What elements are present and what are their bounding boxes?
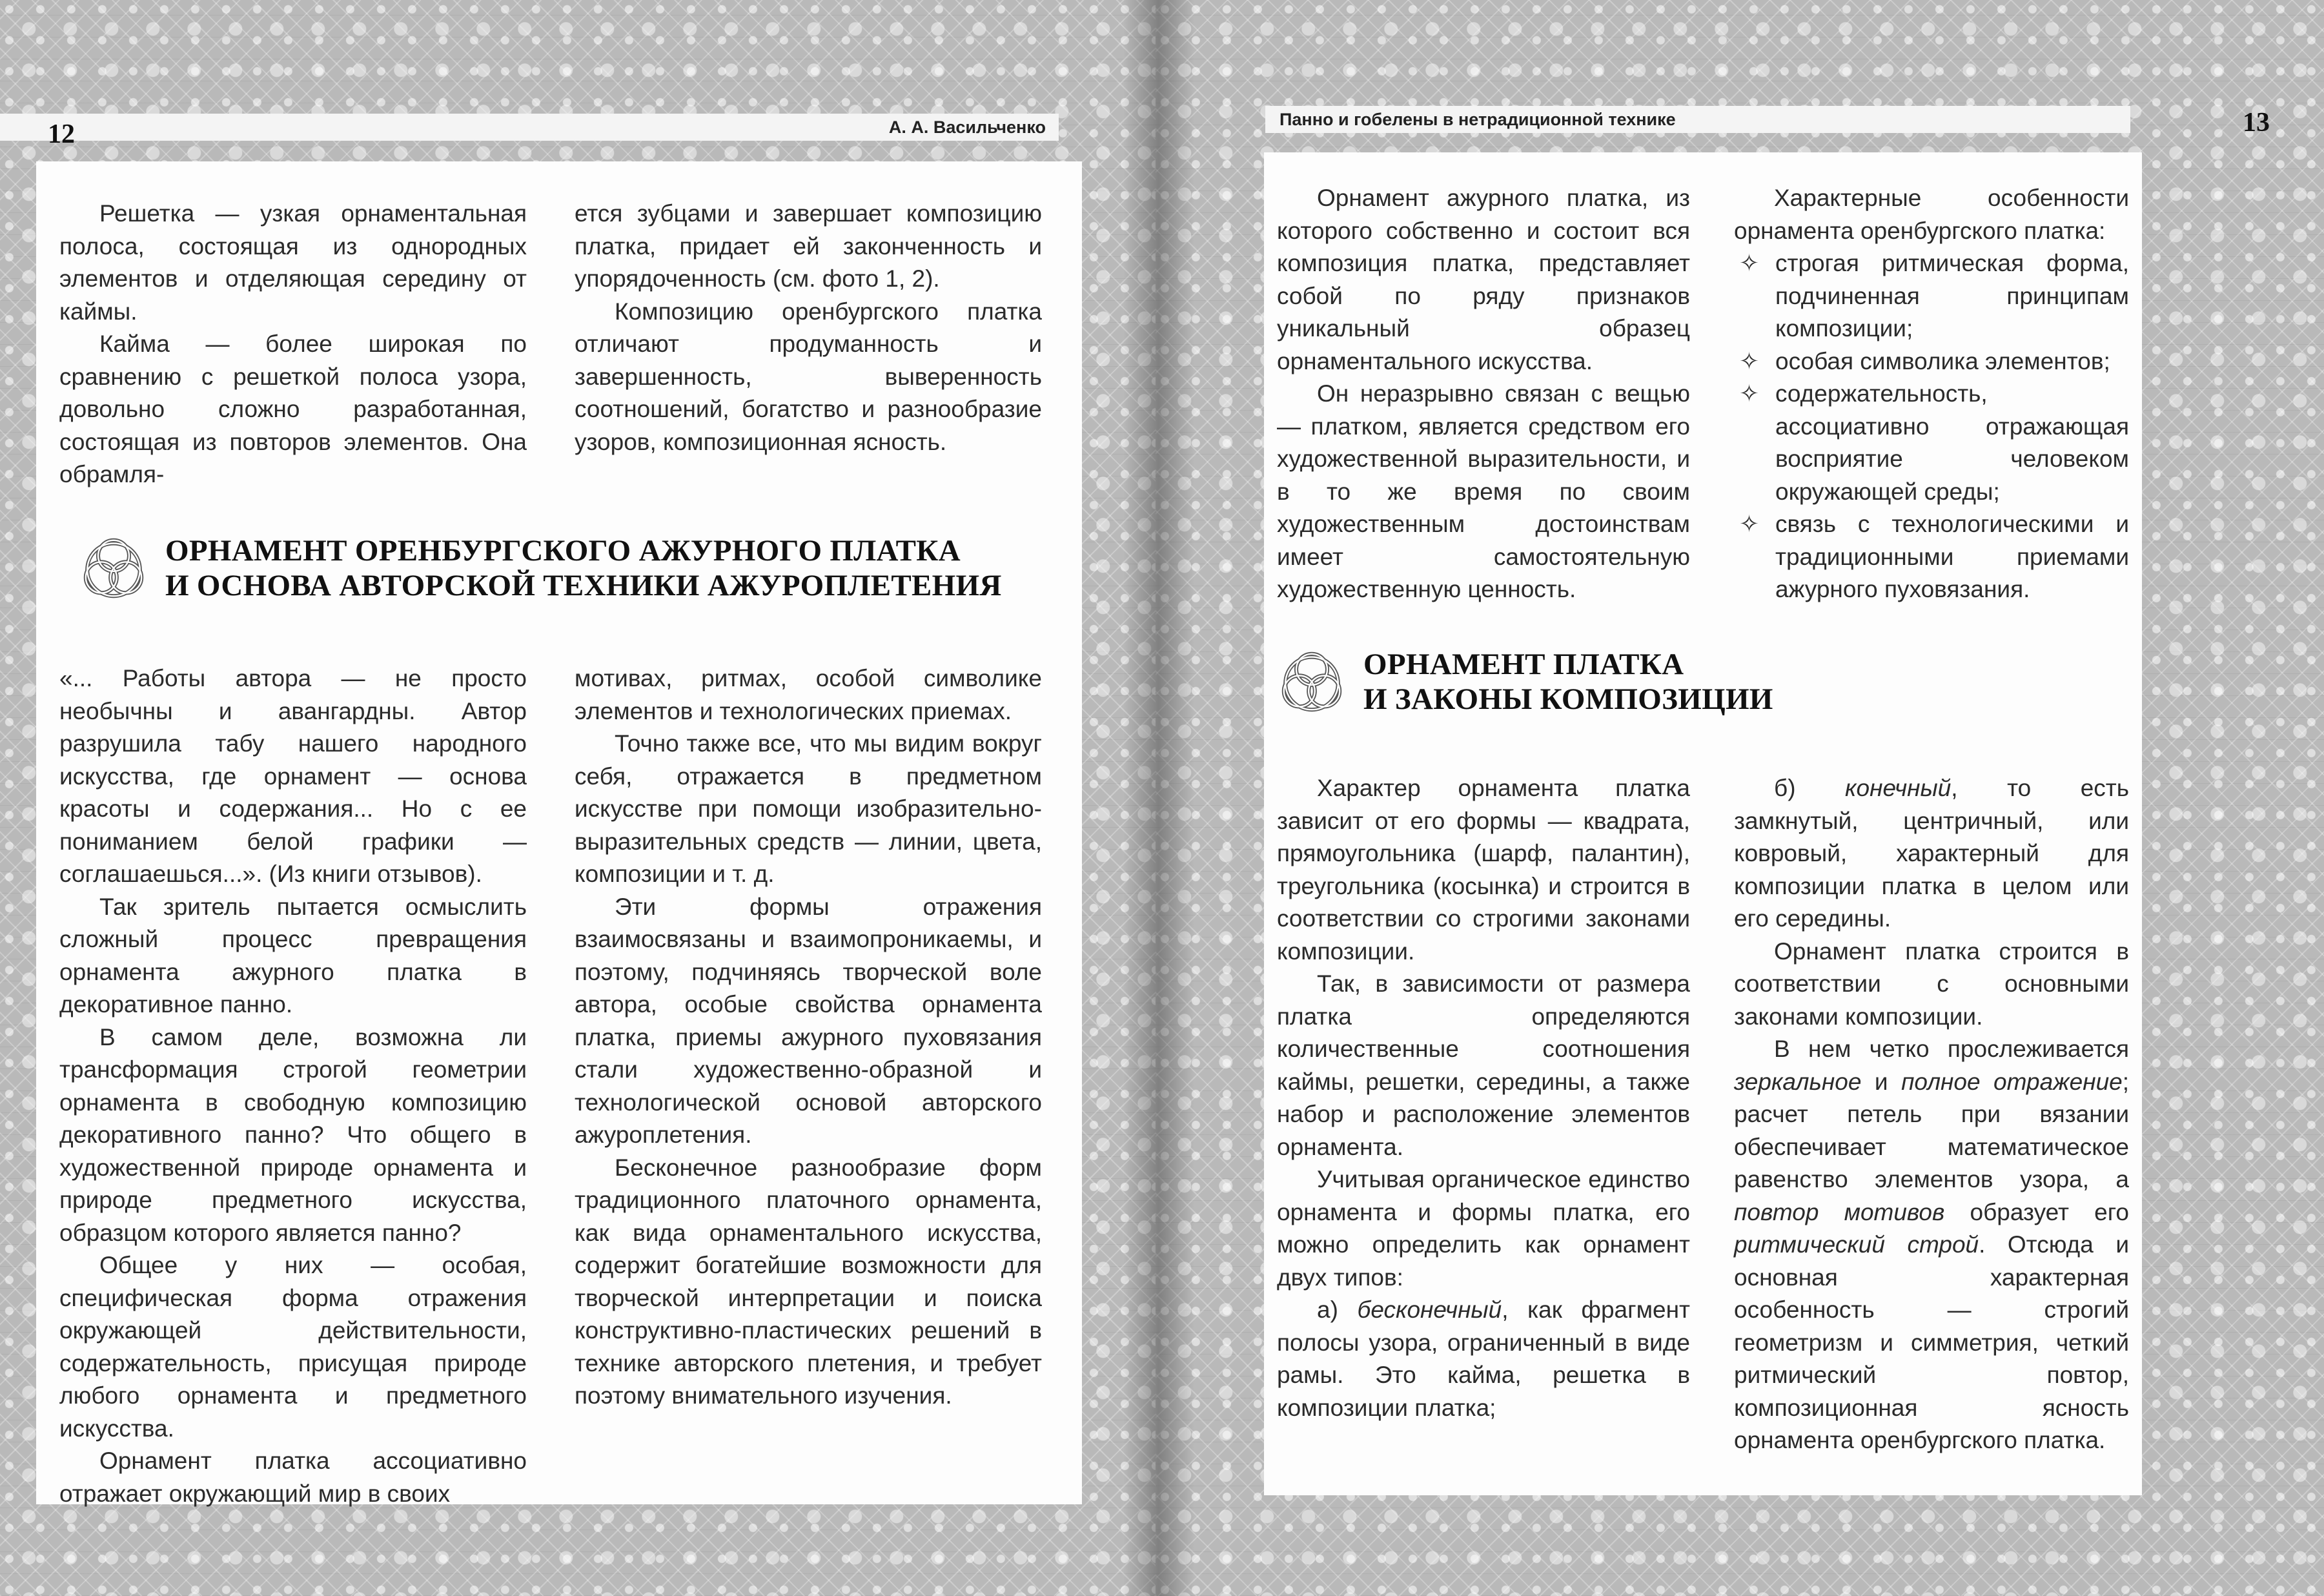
sparkle-bullet-icon: ✧ (1739, 250, 1760, 276)
heading-line: ОРНАМЕНТ ОРЕНБУРГСКОГО АЖУРНОГО ПЛАТКА (165, 534, 961, 568)
running-head-bar (1265, 106, 2130, 133)
feature-list (1734, 247, 2129, 606)
section-heading (1273, 643, 1773, 721)
column-1-bottom (59, 662, 527, 1510)
paragraph: Орнамент платка ассоциативно отражает окружающий мир в своих (59, 1448, 527, 1507)
list-item: ✧ строгая ритмическая форма, подчиненная принципам композиции; (1734, 247, 2129, 345)
paragraph: Орнамент ажурного платка, из которого собственно и состоит вся композиция платка, представляет собой по ряду признаков уникальный образец орнаментального искусства. (1277, 185, 1690, 374)
paragraph: Так, в зависимости от размера платка определяются количественные соотношения каймы, решетки, середины, а также набор и расположение элементов орнамента. (1277, 970, 1690, 1160)
running-head-author: А. А. Васильченко (888, 117, 1046, 137)
text-panel (36, 161, 1082, 1507)
italic-term: бесконечный (1357, 1296, 1502, 1323)
paragraph: Общее у них — особая, специфическая форма отражения окружающей действительности, содержательность, присущая природе любого орнамента и предметного искусства. (59, 1252, 527, 1442)
page-number: 13 (2243, 108, 2270, 138)
paragraph: а) бесконечный, как фрагмент полосы узора, ограниченный в виде рамы. Это кайма, решетка в композиции платка; (1277, 1296, 1691, 1421)
paragraph: Он неразрывно связан с вещью — платком, является средством его художественной выразительности, и в то же время по своим художественным достоинствам имеет самостоятельную художественную ценность. (1277, 380, 1690, 602)
italic-term: зеркальное (1734, 1068, 1862, 1095)
paragraph: ется зубцами и завершает композицию платка, придает ей законченность и упорядоченность (см. фото 1, 2). (575, 200, 1042, 292)
paragraph: Так зритель пытается осмыслить сложный процесс превращения орнамента ажурного платка в декоративное панно. (59, 893, 527, 1018)
paragraph: В самом деле, возможна ли трансформация строгой геометрии орнамента в свободную композицию декоративного панно? Что общего в художественной природе орнамента и природе предметного искусства, образцом которого является панно? (59, 1023, 527, 1246)
paragraph: Решетка — узкая орнаментальная полоса, состоящая из однородных элементов и отделяющая середину от каймы. (59, 200, 527, 325)
column-1-top (59, 198, 527, 491)
text-panel (1264, 152, 2142, 1495)
heading-line: ОРНАМЕНТ ПЛАТКА (1363, 648, 1684, 681)
celtic-knot-icon (1273, 643, 1351, 721)
heading-line: И ОСНОВА АВТОРСКОЙ ТЕХНИКИ АЖУРОПЛЕТЕНИЯ (165, 569, 1002, 602)
column-1-bottom (1277, 772, 1690, 1424)
paragraph: Учитывая органическое единство орнамента и формы платка, его можно определить как орнамент двух типов: (1277, 1166, 1690, 1291)
running-head-title: Панно и гобелены в нетрадиционной технике (1279, 109, 1676, 129)
paragraph: Характерные особенности орнамента оренбургского платка: (1734, 185, 2129, 244)
paragraph: Орнамент платка строится в соответствии с основными законами композиции. (1734, 937, 2129, 1030)
list-item: ✧ содержательность, ассоциативно отражающая восприятие человеком окружающей среды; (1734, 378, 2129, 508)
paragraph: Кайма — более широкая по сравнению с решеткой полоса узора, довольно сложно разработанная, состоящая из повторов элементов. Она обрамля- (59, 331, 527, 487)
column-2-top (575, 198, 1042, 458)
sparkle-bullet-icon: ✧ (1739, 347, 1760, 374)
column-1-top (1277, 182, 1690, 606)
running-head-bar (0, 114, 1059, 141)
column-2-bottom (1734, 772, 2129, 1457)
paragraph: «... Работы автора — не просто необычны и авангардны. Автор разрушила табу нашего народного искусства, где орнамент — основа красоты и содержания... Но с ее пониманием белой графики — соглашаешься...». (Из книги отзывов). (59, 665, 527, 887)
right-page (1156, 0, 2324, 1596)
section-heading-text (165, 533, 1002, 603)
book-gutter (1123, 0, 1194, 1596)
column-2-top (1734, 182, 2129, 606)
paragraph: мотивах, ритмах, особой символике элементов и технологических приемах. (575, 665, 1042, 724)
page-number: 12 (48, 119, 75, 149)
list-item: ✧ связь с технологическими и традиционными приемами ажурного пуховязания. (1734, 508, 2129, 606)
paragraph: В нем четко прослеживается зеркальное и полное отражение; расчет петель при вязании обеспечивает математическое равенство элементов узора, а повтор мотивов образует его ритмический строй. Отсюда и основная характерная особенность — строгий геометризм и симметрия, четкий ритмический повтор, композиционная ясность орнамента оренбургского платка. (1734, 1036, 2130, 1453)
section-heading (75, 529, 1002, 607)
italic-term: ритмический строй (1734, 1231, 1979, 1258)
sparkle-bullet-icon: ✧ (1739, 511, 1760, 537)
list-item: ✧ особая символика элементов; (1734, 345, 2129, 378)
section-heading-text (1363, 647, 1773, 717)
italic-term: повтор мотивов (1734, 1198, 1945, 1225)
paragraph: Эти формы отражения взаимосвязаны и взаимопроникаемы, и поэтому, подчиняясь творческой воле автора, особые свойства орнамента платка, приемы ажурного пуховязания стали художественно-образной и технологической основой авторского ажуроплетения. (575, 893, 1042, 1148)
sparkle-bullet-icon: ✧ (1739, 380, 1760, 407)
left-page (0, 0, 1156, 1596)
italic-term: конечный (1845, 775, 1952, 801)
paragraph: Композицию оренбургского платка отличают продуманность и завершенность, выверенность соотношений, богатство и разнообразие узоров, композиционная ясность. (575, 298, 1042, 455)
paragraph: Бесконечное разнообразие форм традиционного платочного орнамента, как вида орнаментального искусства, содержит богатейшие возможности для творческой интерпретации и поиска конструктивно-пластических решений в технике авторского плетения, и требует поэтому внимательного изучения. (575, 1154, 1042, 1409)
italic-term: полное отражение (1901, 1068, 2123, 1095)
heading-line: И ЗАКОНЫ КОМПОЗИЦИИ (1363, 682, 1773, 716)
paragraph: б) конечный, то есть замкнутый, центричный, или ковровый, характерный для композиции платка в целом или его середины. (1734, 775, 2130, 932)
column-2-bottom (575, 662, 1042, 1413)
paragraph: Характер орнамента платка зависит от его формы — квадрата, прямоугольника (шарф, палантин), треугольника (косынка) и строится в соответствии со строгими законами композиции. (1277, 775, 1690, 965)
paragraph: Точно также все, что мы видим вокруг себя, отражается в предметном искусстве при помощи изобразительно-выразительных средств — линии, цвета, композиции и т. д. (575, 730, 1042, 887)
celtic-knot-icon (75, 529, 152, 607)
